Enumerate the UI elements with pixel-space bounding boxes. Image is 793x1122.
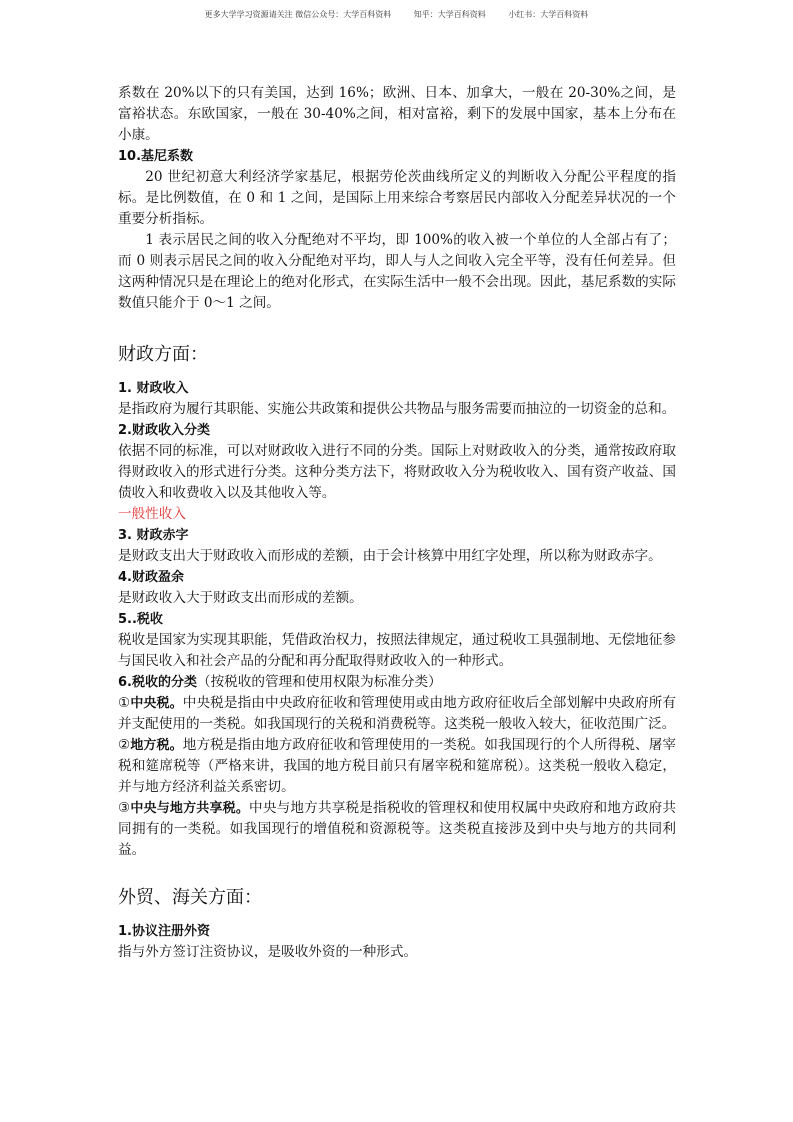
heading: 4.财政盈余 — [118, 570, 184, 585]
marker: ③ — [118, 800, 131, 816]
page-header — [0, 9, 793, 20]
heading-tax-classification — [118, 672, 676, 693]
paragraph: 20 世纪初意大利经济学家基尼，根据劳伦茨曲线所定义的判断收入分配公平程度的指标。是比例数值，在 0 和 1 之间，是国际上用来综合考察居民内部收入分配差异状况的一个重要分析指标。 — [118, 169, 676, 227]
heading: 1.协议注册外资 — [118, 924, 210, 939]
item-title: 中央与地方共享税。 — [130, 801, 250, 816]
heading: 5..税收 — [118, 612, 163, 627]
paragraph: 依据不同的标准，可以对财政收入进行不同的分类。国际上对财政收入的分类，通常按政府取得财政收入的形式进行分类。这种分类方法下，将财政收入分为税收收入、国有资产收益、国债收入和收费收入以及其他收入等。 — [118, 443, 676, 501]
marker: ② — [118, 737, 131, 753]
section-title-finance: 财政方面： — [118, 344, 208, 365]
paragraph: 系数在 20%以下的只有美国，达到 16%；欧洲、日本、加拿大，一般在 20-30%之间，是富裕状态。东欧国家，一般在 30-40%之间，相对富裕，剩下的发展中国家，基本上分布在小康。 — [118, 85, 676, 143]
paragraph: 是财政收入大于财政支出而形成的差额。 — [118, 590, 363, 606]
paragraph: 是财政支出大于财政收入而形成的差额，由于会计核算中用红字处理，所以称为财政赤字。 — [118, 548, 662, 564]
item-body: 中央税是指由中央政府征收和管理使用或由地方政府征收后全部划解中央政府所有并支配使用的一类税。如我国现行的关税和消费税等。这类税一般收入较大，征收范围广泛。 — [118, 695, 677, 732]
marker: ① — [118, 695, 131, 711]
item-title: 地方税。 — [130, 738, 183, 753]
header-wechat: 更多大学学习资源请关注 微信公众号：大学百科资料 — [204, 10, 392, 19]
document-body — [118, 83, 676, 963]
item-title: 中央税。 — [130, 696, 183, 711]
heading-gini: 10.基尼系数 — [118, 149, 194, 164]
paragraph: 1 表示居民之间的收入分配绝对不平均，即 100%的收入被一个单位的人全部占有了；而 0 则表示居民之间的收入分配绝对平均，即人与人之间收入完全平等，没有任何差异。但这两种情况只是在理论上的绝对化形式，在实际生活中一般不会出现。因此，基尼系数的实际数值只能介于 0～1 之间。 — [118, 232, 676, 311]
section-title-trade: 外贸、海关方面： — [118, 887, 262, 908]
paragraph: 税收是国家为实现其职能，凭借政治权力，按照法律规定，通过税收工具强制地、无偿地征参与国民收入和社会产品的分配和再分配取得财政收入的一种形式。 — [118, 632, 676, 669]
heading: 2.财政收入分类 — [118, 423, 210, 438]
paragraph: 是指政府为履行其职能、实施公共政策和提供公共物品与服务需要而抽泣的一切资金的总和。 — [118, 401, 676, 417]
paragraph: 指与外方签订注资协议，是吸收外资的一种形式。 — [118, 944, 418, 960]
heading-text: 6.税收的分类 — [118, 675, 197, 690]
heading: 1. 财政收入 — [118, 381, 189, 396]
header-xiaohongshu: 小红书：大学百科资料 — [508, 10, 589, 19]
list-item — [118, 735, 676, 798]
list-item — [118, 693, 676, 735]
item-body: 地方税是指由地方政府征收和管理使用的一类税。如我国现行的个人所得税、屠宰税和筵席税等（严格来讲，我国的地方税目前只有屠宰税和筵席税）。这类税一般收入稳定，并与地方经济利益关系密切。 — [118, 737, 677, 795]
item-body: 中央与地方共享税是指税收的管理权和使用权属中央政府和地方政府共同拥有的一类税。如我国现行的增值税和资源税等。这类税直接涉及到中央与地方的共同利益。 — [118, 800, 676, 858]
heading-note: （按税收的管理和使用权限为标准分类） — [196, 674, 442, 690]
list-item — [118, 798, 676, 861]
red-note: 一般性收入 — [118, 506, 186, 522]
heading: 3. 财政赤字 — [118, 528, 189, 543]
header-zhihu: 知乎：大学百科资料 — [413, 10, 486, 19]
